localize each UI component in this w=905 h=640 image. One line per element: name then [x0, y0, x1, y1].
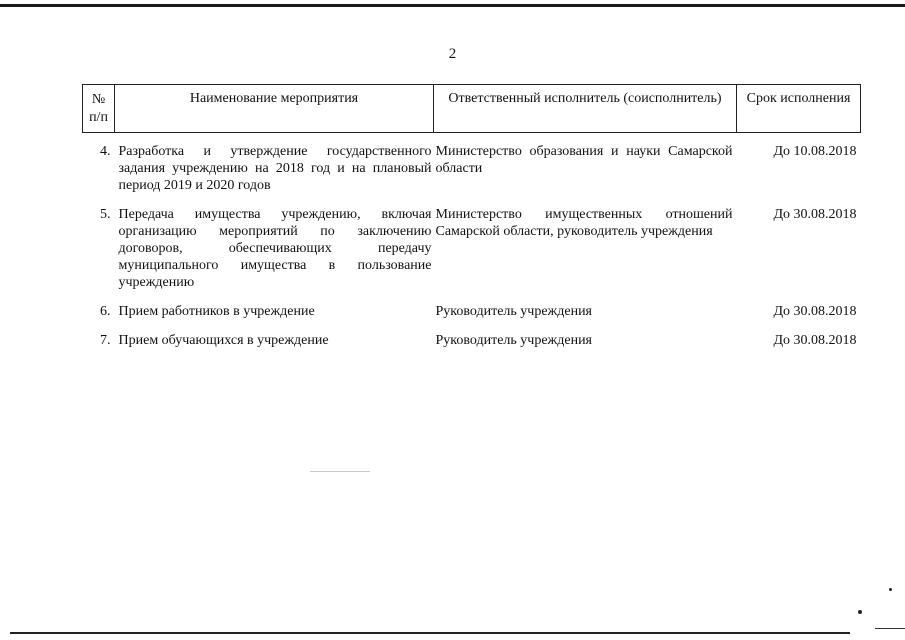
table-row: [83, 303, 861, 332]
row-deadline: До 30.08.2018: [773, 304, 857, 319]
row-responsible: Руководитель учреждения: [435, 333, 592, 348]
table-row: [83, 206, 861, 303]
table-row: [83, 133, 861, 207]
row-num: 5.: [100, 207, 111, 222]
scan-artifact-line: [310, 471, 370, 472]
row-name: Прием обучающихся в учреждение: [118, 333, 329, 348]
row-name: Передача имущества учреждению, включая организацию мероприятий по заключению договоров, обеспечивающих передачу муниципального имущества в пользование учреждению: [118, 207, 432, 290]
row-name: Разработка и утверждение государственного задания учреждению на 2018 год и на плановый период 2019 и 2020 годов: [118, 144, 432, 193]
row-deadline: До 30.08.2018: [773, 333, 857, 348]
header-name: Наименование мероприятия: [115, 85, 434, 133]
row-responsible: Министерство имущественных отношений Самарской области, руководитель учреждения: [435, 207, 733, 239]
scan-speck: [889, 588, 892, 591]
table-body: [83, 133, 861, 362]
table-row: [83, 332, 861, 361]
header-row: [83, 85, 861, 133]
row-deadline: До 30.08.2018: [773, 207, 857, 222]
scan-bottom-border: [10, 632, 850, 634]
row-deadline: До 10.08.2018: [773, 144, 857, 159]
row-name: Прием работников в учреждение: [118, 304, 315, 319]
row-num: 7.: [100, 333, 111, 348]
row-num: 4.: [100, 144, 111, 159]
table-header: [83, 85, 861, 133]
header-responsible: Ответственный исполнитель (соисполнитель): [434, 85, 737, 133]
scan-bottom-border-right: [875, 628, 905, 629]
events-table: [82, 84, 861, 361]
row-responsible: Министерство образования и науки Самарской области: [435, 144, 733, 176]
header-deadline: Срок исполнения: [737, 85, 861, 133]
scan-speck: [858, 610, 862, 614]
page-number: 2: [448, 46, 457, 62]
header-num: № п/п: [83, 85, 115, 133]
scan-top-border: [0, 4, 905, 7]
row-responsible: Руководитель учреждения: [435, 304, 592, 319]
row-num: 6.: [100, 304, 111, 319]
